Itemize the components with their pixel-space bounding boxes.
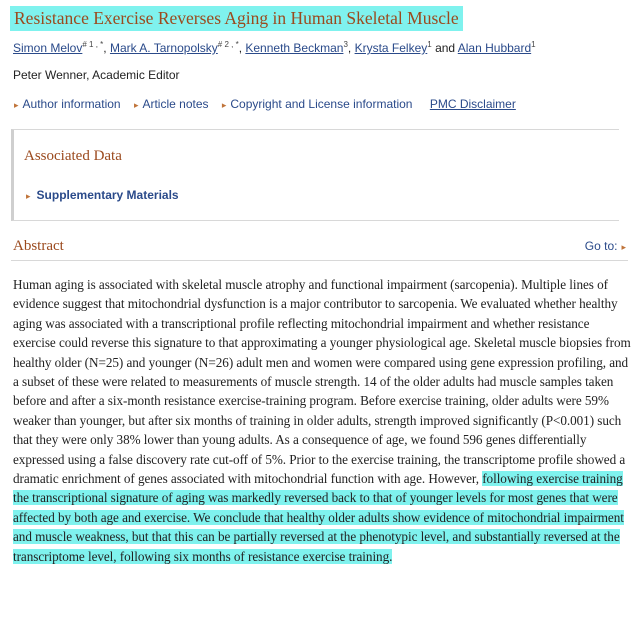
author-affiliation: # 1 , * (82, 40, 104, 49)
article-notes-label: Article notes (142, 97, 209, 111)
section-divider (11, 260, 628, 261)
academic-editor: Peter Wenner, Academic Editor (13, 68, 180, 82)
author-link-beckman[interactable]: Kenneth Beckman (245, 41, 344, 55)
abstract-body (13, 275, 633, 566)
abstract-text: Human aging is associated with skeletal muscle atrophy and functional impairment (sarcopenia). Multiple lines of evidence suggest that mitochondrial dysfunction is a major contributor to sarcopenia. We evaluated whether healthy aging was associated with a transcriptional profile reflecting mitochondrial impairment and whether resistance exercise could reverse this signature to that approximating a younger physiological age. Skeletal muscle biopsies from healthy older (N=25) and younger (N=26) adult men and women were compared using gene expression profiling, and a subset of these were related to measurements of muscle strength. 14 of the older adults had muscle samples taken before and after a six-month resistance exercise-training program. Before exercise training, older adults were 59% weaker than younger, but after six months of training in older adults, strength improved significantly (P<0.001) such that they were only 38% lower than young adults. As a consequence of age, we found 596 genes differentially expressed using a false discovery rate cut-off of 5%. Prior to the exercise training, the transcriptome profile showed a dramatic enrichment of genes associated with mitochondrial function with age. However, (13, 277, 631, 487)
author-and: and (435, 41, 456, 55)
associated-data-box (11, 129, 619, 221)
author-separator: , (103, 41, 107, 55)
author-link-felkey[interactable]: Krysta Felkey (354, 41, 428, 55)
highlighted-abstract-text: following exercise training the transcriptional signature of aging was markedly reversed back to that of younger levels for most genes that were affected by both age and exercise. We conclude that healthy older adults show evidence of mitochondrial impairment and muscle weakness, but that this can be partially reversed at the phenotypic level, and substantially reversed at the transcriptome level, following six months of resistance exercise training. (13, 471, 624, 564)
supplementary-materials-toggle[interactable] (26, 188, 179, 202)
author-list (13, 40, 536, 55)
supplementary-materials-label: Supplementary Materials (36, 188, 179, 202)
pmc-disclaimer-link[interactable]: PMC Disclaimer (429, 97, 516, 111)
copyright-link[interactable] (222, 97, 413, 111)
triangle-right-icon: ▸ (133, 100, 139, 110)
author-separator: , (347, 41, 352, 55)
author-link-melov[interactable]: Simon Melov (13, 41, 83, 55)
author-information-label: Author information (22, 97, 121, 111)
author-link-hubbard[interactable]: Alan Hubbard (457, 41, 532, 55)
article-notes-link[interactable] (134, 97, 209, 111)
author-affiliation: 3 (343, 40, 348, 49)
goto-menu[interactable] (585, 239, 626, 253)
triangle-right-icon: ▸ (221, 100, 227, 110)
triangle-right-icon: ▸ (26, 191, 31, 201)
article-title: Resistance Exercise Reverses Aging in Human Skeletal Muscle (10, 6, 463, 31)
triangle-right-icon: ▸ (14, 100, 19, 110)
associated-data-title: Associated Data (24, 148, 122, 164)
goto-label: Go to: (584, 239, 618, 253)
author-information-link[interactable] (14, 97, 121, 111)
author-link-tarnopolsky[interactable]: Mark A. Tarnopolsky (109, 41, 218, 55)
copyright-label: Copyright and License information (230, 97, 413, 111)
abstract-heading: Abstract (13, 238, 64, 254)
triangle-right-icon: ▸ (621, 242, 626, 252)
author-affiliation: 1 (427, 40, 432, 49)
author-separator: , (238, 41, 243, 55)
author-affiliation: # 2 , * (217, 40, 239, 49)
article-info-links (14, 97, 516, 111)
author-affiliation: 1 (531, 40, 536, 49)
